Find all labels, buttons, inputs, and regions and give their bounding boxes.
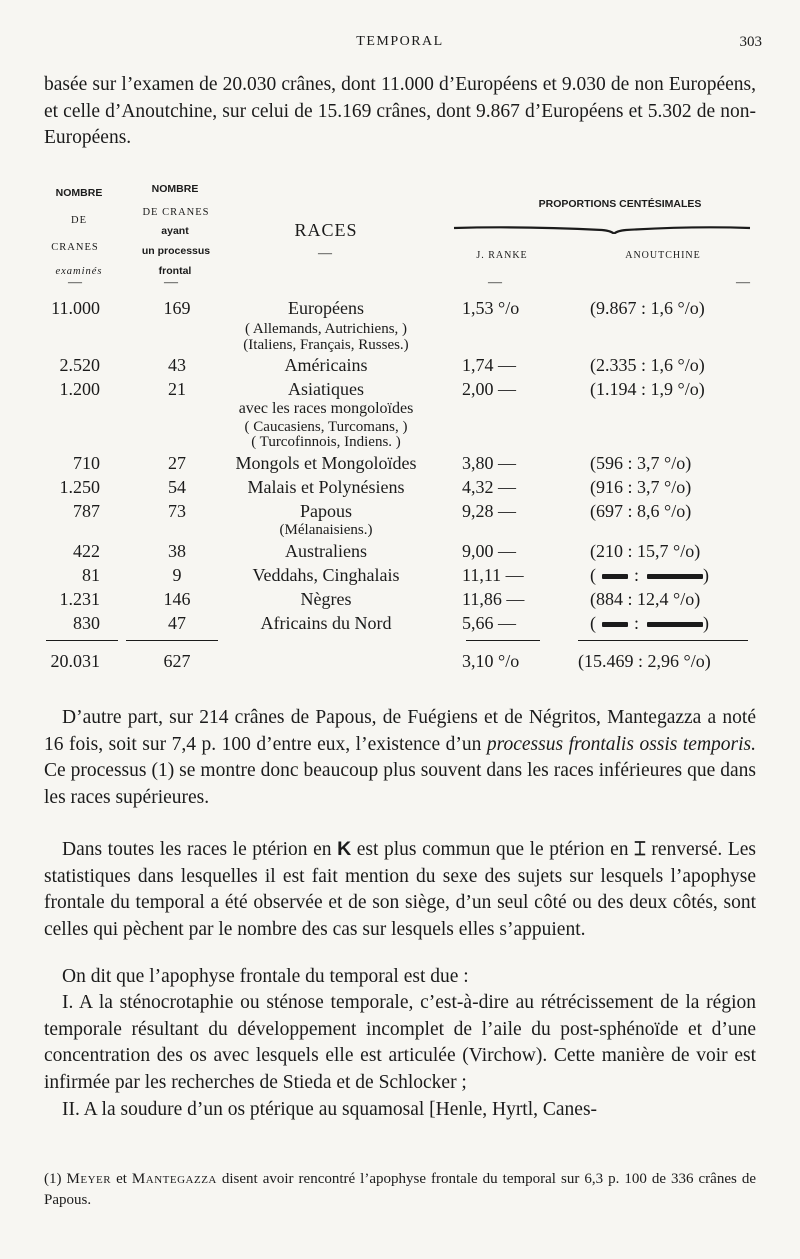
col1-header-line: examinés <box>55 266 103 277</box>
race-cell: Africains du Nord <box>260 613 392 633</box>
page-number: 303 <box>739 34 762 50</box>
ranke-cell: 1,53 °/o <box>462 298 520 318</box>
table-row <box>0 298 800 322</box>
anoutchine-cell: (210 : 15,7 °/o) <box>590 541 701 561</box>
footnote-text: et <box>111 1171 132 1187</box>
footnote-author: Mantegazza <box>131 1171 217 1187</box>
table-row <box>0 355 800 379</box>
paragraph <box>44 990 756 1096</box>
ranke-total: 3,10 °/o <box>462 651 520 671</box>
header-dash: — <box>488 275 502 290</box>
race-cell: Américains <box>284 355 368 375</box>
table-row <box>0 453 800 477</box>
header-brace <box>452 212 752 234</box>
paragraph-text: I. A la sténocrotaphie ou sténose temporale, c’est-à-dire au rétrécissement de la région temporale résultant du développement incomplet de l’aile du post-sphénoïde et d’une concentration des os avec lesquels elle est articulée (Virchow). Cette manière de voir est infirmée par les recherches de Stieda et de Schlocker ; <box>44 992 756 1093</box>
total-rule <box>466 640 540 641</box>
examined-cell: 830 <box>73 613 100 633</box>
table-row <box>0 501 800 525</box>
ranke-cell: 2,00 — <box>462 379 516 399</box>
anoutchine-cell: (916 : 3,7 °/o) <box>590 477 692 497</box>
group-header: PROPORTIONS CENTÉSIMALES <box>538 198 702 210</box>
process-cell: 38 <box>168 541 186 561</box>
race-cell: Européens <box>288 298 364 318</box>
header-dash: — <box>736 275 750 290</box>
race-cell: Mongols et Mongoloïdes <box>235 453 417 473</box>
col1-header-line: NOMBRE <box>55 187 103 199</box>
race-cell: Papous <box>299 501 352 521</box>
anoutchine-cell: (884 : 12,4 °/o) <box>590 589 701 609</box>
anoutchine-cell: (9.867 : 1,6 °/o) <box>590 298 705 318</box>
footnote-marker: (1) <box>44 1171 62 1187</box>
pterion-k-symbol: K <box>337 838 352 860</box>
table-row <box>0 565 800 589</box>
process-cell: 21 <box>168 379 186 399</box>
paragraph-text: Dans toutes les races le ptérion en <box>62 839 338 860</box>
examined-total: 20.031 <box>50 651 100 671</box>
race-cell: Asiatiques <box>288 379 364 399</box>
col2-header-line: NOMBRE <box>151 183 199 195</box>
race-cell: Nègres <box>300 589 352 609</box>
race-subnote: (Italiens, Français, Russes.) <box>243 337 409 353</box>
process-cell: 169 <box>163 298 191 318</box>
examined-cell: 422 <box>73 541 100 561</box>
col2-header-line: ayant <box>161 225 189 237</box>
paragraph <box>44 964 756 991</box>
col2-header-line: un processus <box>141 245 211 257</box>
paragraph-text: D’autre part, sur 214 crânes de Papous, de Fuégiens et de Négritos, Mantegazza a noté 16 fois, soit sur 7,4 p. 100 d’entre eux, l’existence d’un <box>44 707 756 755</box>
footnote-author: Meyer <box>66 1171 112 1187</box>
anoutchine-cell: (2.335 : 1,6 °/o) <box>590 355 705 375</box>
total-rule <box>46 640 118 641</box>
ranke-cell: 11,86 — <box>462 589 525 609</box>
col3-header: RACES <box>294 220 358 240</box>
ranke-cell: 4,32 — <box>462 477 516 497</box>
examined-cell: 1.200 <box>59 379 100 399</box>
anoutchine-cell: (697 : 8,6 °/o) <box>590 501 692 521</box>
paragraph <box>44 836 756 943</box>
ranke-cell: 11,11 — <box>462 565 524 585</box>
table-row <box>0 541 800 565</box>
table-row <box>0 589 800 613</box>
examined-cell: 81 <box>82 565 100 585</box>
col2-header-line: frontal <box>158 265 192 277</box>
process-total: 627 <box>163 651 191 671</box>
race-subnote: (Mélanaisiens.) <box>279 522 373 538</box>
paragraph-text: Ce processus (1) se montre donc beaucoup plus souvent dans les races inférieures que dans les races supérieures. <box>44 760 756 808</box>
process-cell: 27 <box>168 453 186 473</box>
header-dash: — <box>318 246 332 261</box>
process-cell: 73 <box>168 501 186 521</box>
process-cell: 54 <box>168 477 186 497</box>
examined-cell: 11.000 <box>51 298 100 318</box>
table-row <box>0 379 800 403</box>
race-cell: Australiens <box>285 541 367 561</box>
paragraph <box>44 1097 756 1124</box>
total-rule <box>578 640 748 641</box>
race-subnote: avec les races mongoloïdes <box>238 400 414 417</box>
ranke-cell: 5,66 — <box>462 613 516 633</box>
anoutchine-blotted-cell: ( : ) <box>590 613 710 633</box>
examined-cell: 1.250 <box>59 477 100 497</box>
paragraph-text: est plus commun que le ptérion en <box>351 839 635 860</box>
paragraph <box>44 705 756 811</box>
race-subnote: ( Caucasiens, Turcomans, ) <box>244 419 408 435</box>
race-cell: Malais et Polynésiens <box>247 477 405 497</box>
ranke-cell: 1,74 — <box>462 355 516 375</box>
examined-cell: 1.231 <box>59 589 100 609</box>
race-cell: Veddahs, Cinghalais <box>252 565 400 585</box>
paragraph-text: II. A la soudure d’un os ptérique au squamosal [Henle, Hyrtl, Canes- <box>62 1099 598 1120</box>
running-head <box>0 34 800 56</box>
examined-cell: 710 <box>73 453 100 473</box>
race-subnote: ( Turcofinnois, Indiens. ) <box>251 434 401 450</box>
ranke-cell: 9,28 — <box>462 501 516 521</box>
running-title: TEMPORAL <box>356 34 444 49</box>
anoutchine-cell: (1.194 : 1,9 °/o) <box>590 379 705 399</box>
ranke-cell: 3,80 — <box>462 453 516 473</box>
header-dash: — <box>164 275 178 290</box>
table-row <box>0 477 800 501</box>
col4-header: J. RANKE <box>476 250 528 261</box>
footnote-text: disent avoir rencontré l’apophyse frontale du temporal sur 6,3 p. 100 de 336 crânes de Papous. <box>44 1171 756 1208</box>
paragraph-text: renversé. Les statistiques dans lesquelles il est fait mention du sexe des sujets sur lesquels l’apophyse frontale du temporal a été observée et de son siège, d’un seul côté ou des deux côtés, sont celles qui pèchent par le nombre des cas sur lesquels elles s’appuient. <box>44 839 757 940</box>
table-total-row <box>0 651 800 675</box>
anoutchine-total: (15.469 : 2,96 °/o) <box>578 651 711 671</box>
process-cell: 47 <box>168 613 186 633</box>
col2-header-line: DE CRANES <box>142 207 210 218</box>
pterion-i-symbol: ⌶ <box>634 839 646 860</box>
col5-header: ANOUTCHINE <box>625 250 701 261</box>
table-row <box>0 613 800 637</box>
anoutchine-cell: (596 : 3,7 °/o) <box>590 453 692 473</box>
total-rule <box>126 640 218 641</box>
paragraph-text: On dit que l’apophyse frontale du temporal est due : <box>62 966 469 987</box>
process-cell: 43 <box>168 355 186 375</box>
intro-paragraph: basée sur l’examen de 20.030 crânes, dont 11.000 d’Européens et 9.030 de non Européens, et celle d’Anoutchine, sur celui de 15.169 crânes, dont 9.867 d’Européens et 5.302 de non-Européens. <box>44 74 756 148</box>
footnote <box>44 1169 756 1211</box>
anoutchine-blotted-cell: ( : ) <box>590 565 710 585</box>
ranke-cell: 9,00 — <box>462 541 516 561</box>
col1-header-line: DE <box>71 215 87 226</box>
process-cell: 9 <box>172 565 182 585</box>
col1-header-line: CRANES <box>51 242 99 253</box>
examined-cell: 2.520 <box>59 355 100 375</box>
latin-term: processus frontalis ossis temporis. <box>486 733 757 755</box>
examined-cell: 787 <box>73 501 100 521</box>
header-dash: — <box>68 275 82 290</box>
process-cell: 146 <box>163 589 191 609</box>
race-subnote: ( Allemands, Autrichiens, ) <box>244 321 408 337</box>
